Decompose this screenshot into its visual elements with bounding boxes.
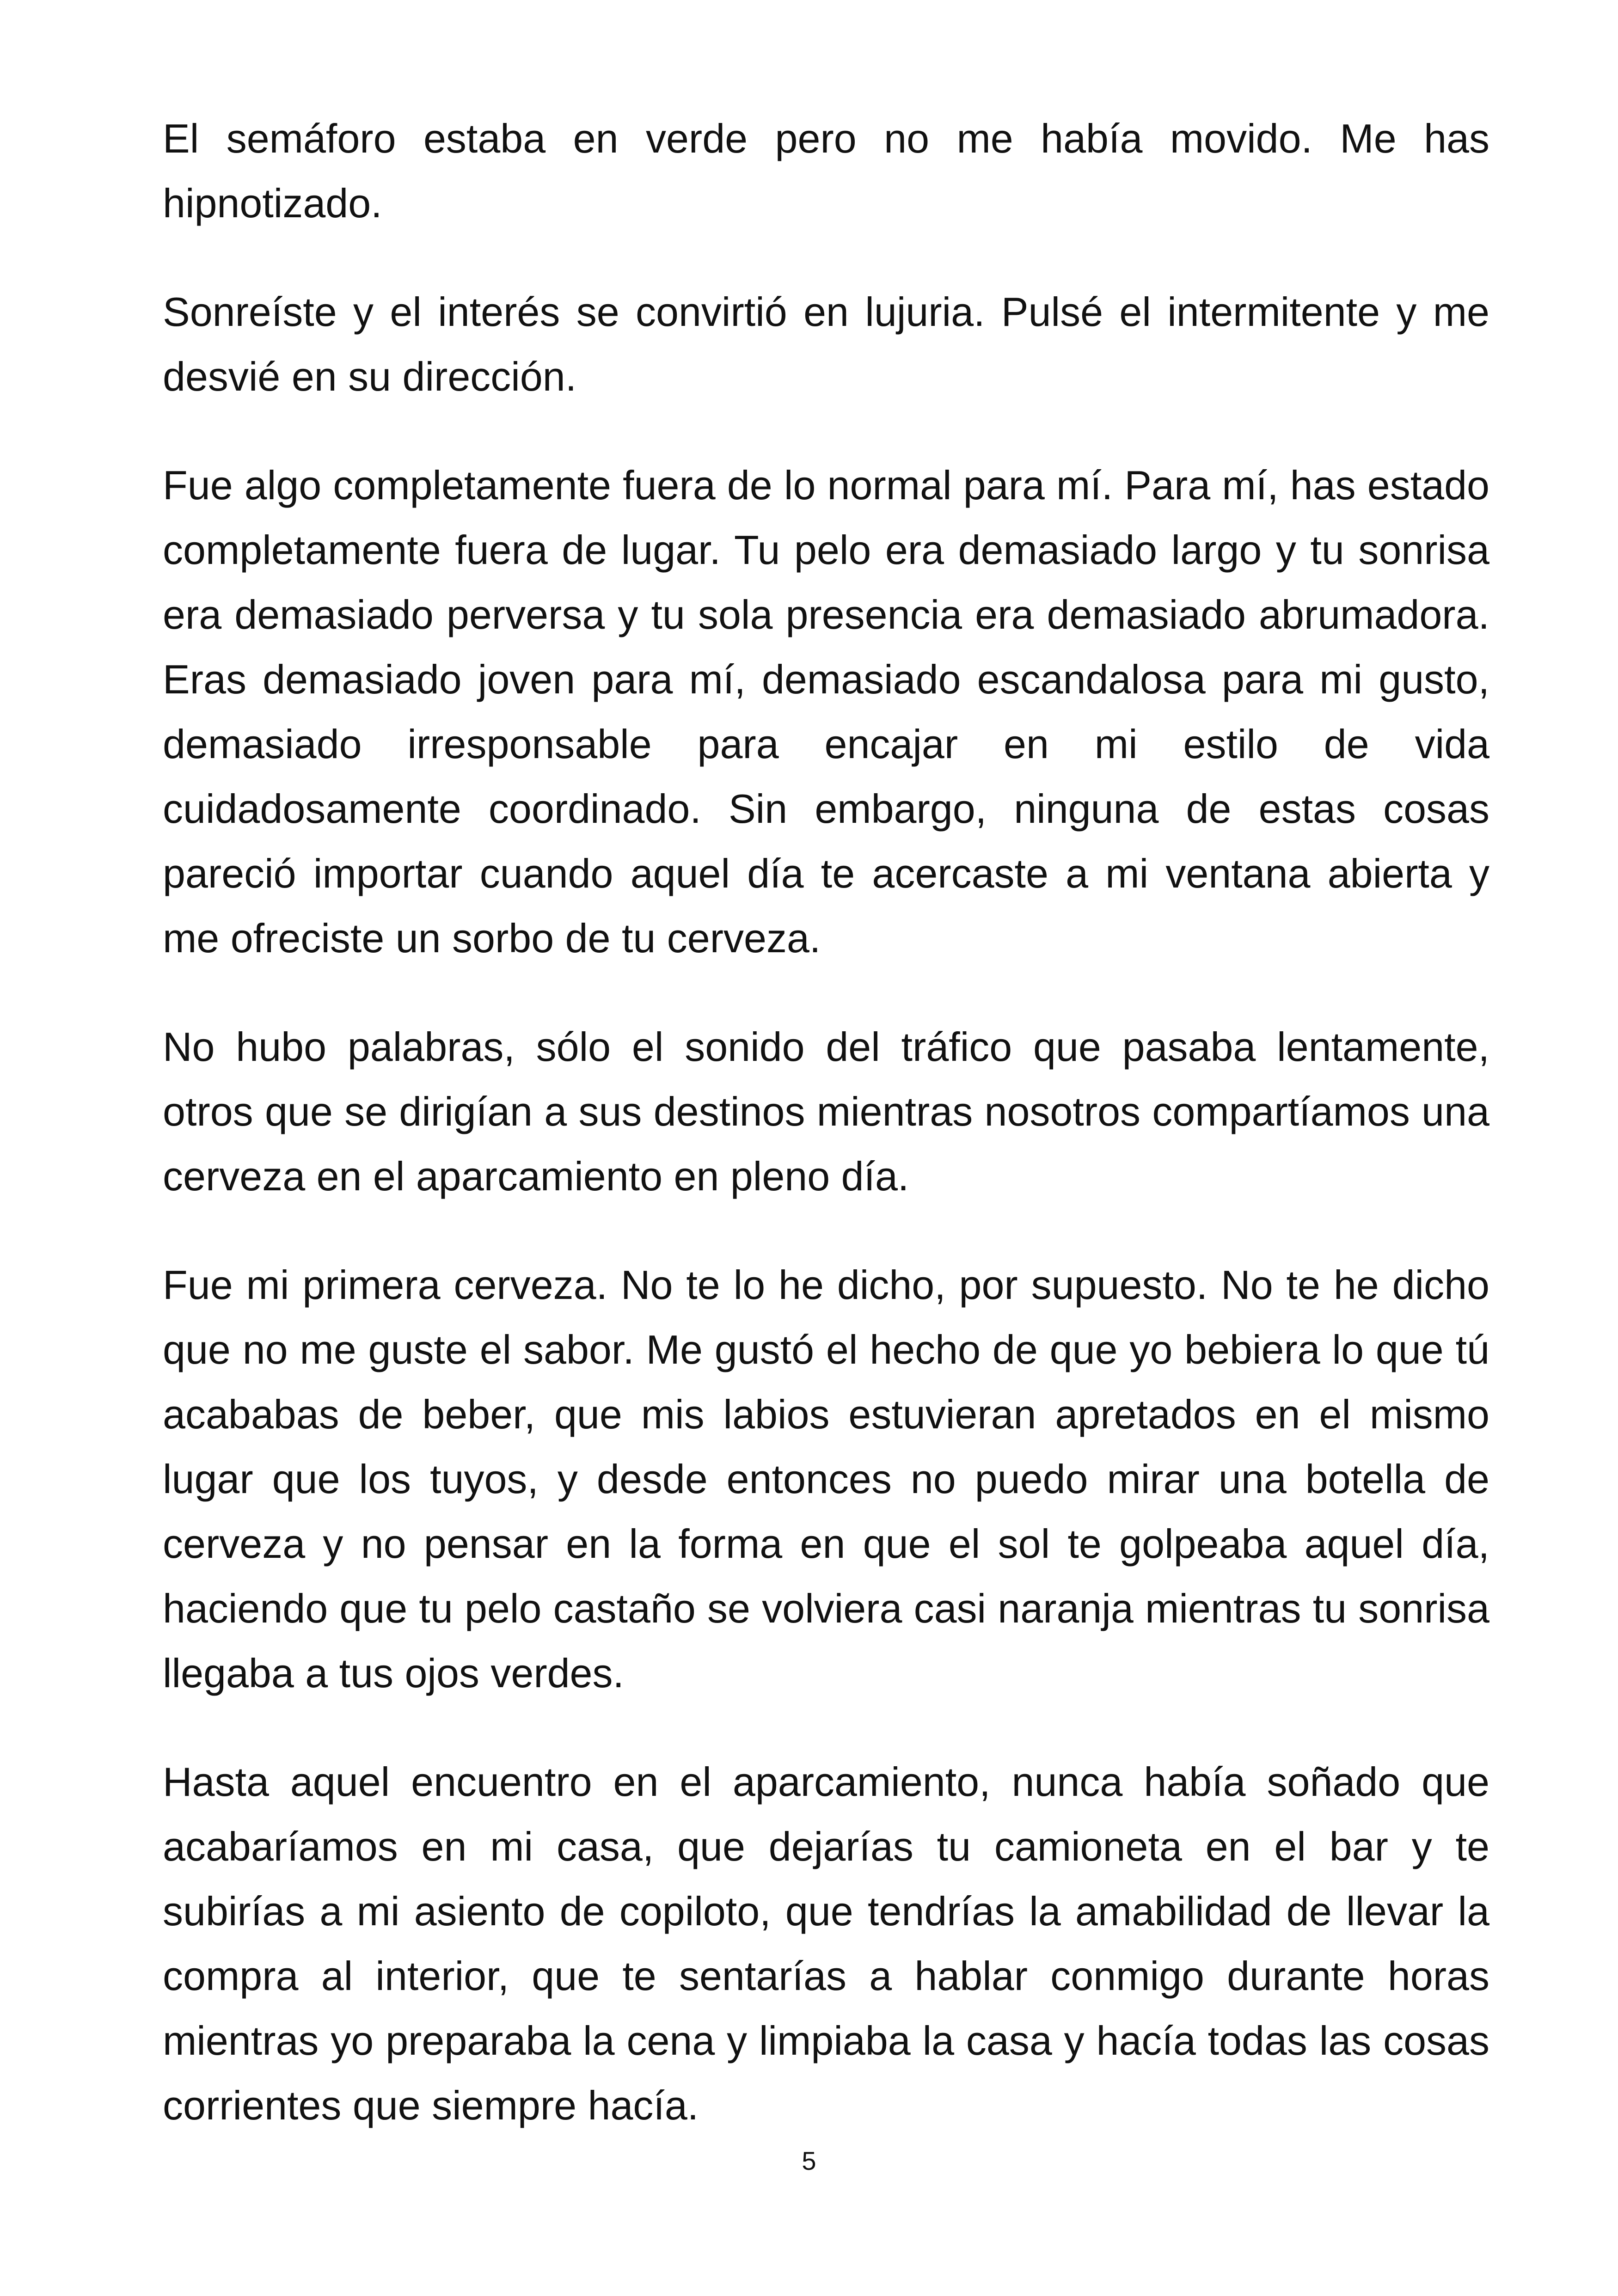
text-body bbox=[163, 106, 1489, 2182]
paragraph-1: El semáforo estaba en verde pero no me había movido. Me has hipnotizado. bbox=[163, 116, 1489, 226]
paragraph-4: No hubo palabras, sólo el sonido del tráfico que pasaba lentamente, otros que se dirigían a sus destinos mientras nosotros compartíamos una cerveza en el aparcamiento en pleno día. bbox=[163, 1024, 1489, 1199]
paragraph-2: Sonreíste y el interés se convirtió en lujuria. Pulsé el intermitente y me desvié en su dirección. bbox=[163, 289, 1489, 399]
page-number: 5 bbox=[802, 2146, 816, 2175]
paragraph-6: Hasta aquel encuentro en el aparcamiento, nunca había soñado que acabaríamos en mi casa, que dejarías tu camioneta en el bar y te subirías a mi asiento de copiloto, que tendrías la amabilidad de llevar la compra al interior, que te sentarías a hablar conmigo durante horas mientras yo preparaba la cena y limpiaba la casa y hacía todas las cosas corrientes que siempre hacía. bbox=[163, 1759, 1489, 2128]
paragraph-3: Fue algo completamente fuera de lo normal para mí. Para mí, has estado completamente fuera de lugar. Tu pelo era demasiado largo y tu sonrisa era demasiado perversa y tu sola presencia era demasiado abrumadora. Eras demasiado joven para mí, demasiado escandalosa para mi gusto, demasiado irresponsable para encajar en mi estilo de vida cuidadosamente coordinado. Sin embargo, ninguna de estas cosas pareció importar cuando aquel día te acercaste a mi ventana abierta y me ofreciste un sorbo de tu cerveza. bbox=[163, 462, 1489, 961]
paragraph-5: Fue mi primera cerveza. No te lo he dicho, por supuesto. No te he dicho que no me guste el sabor. Me gustó el hecho de que yo bebiera lo que tú acababas de beber, que mis labios estuvieran apretados en el mismo lugar que los tuyos, y desde entonces no puedo mirar una botella de cerveza y no pensar en la forma en que el sol te golpeaba aquel día, haciendo que tu pelo castaño se volviera casi naranja mientras tu sonrisa llegaba a tus ojos verdes. bbox=[163, 1262, 1489, 1696]
